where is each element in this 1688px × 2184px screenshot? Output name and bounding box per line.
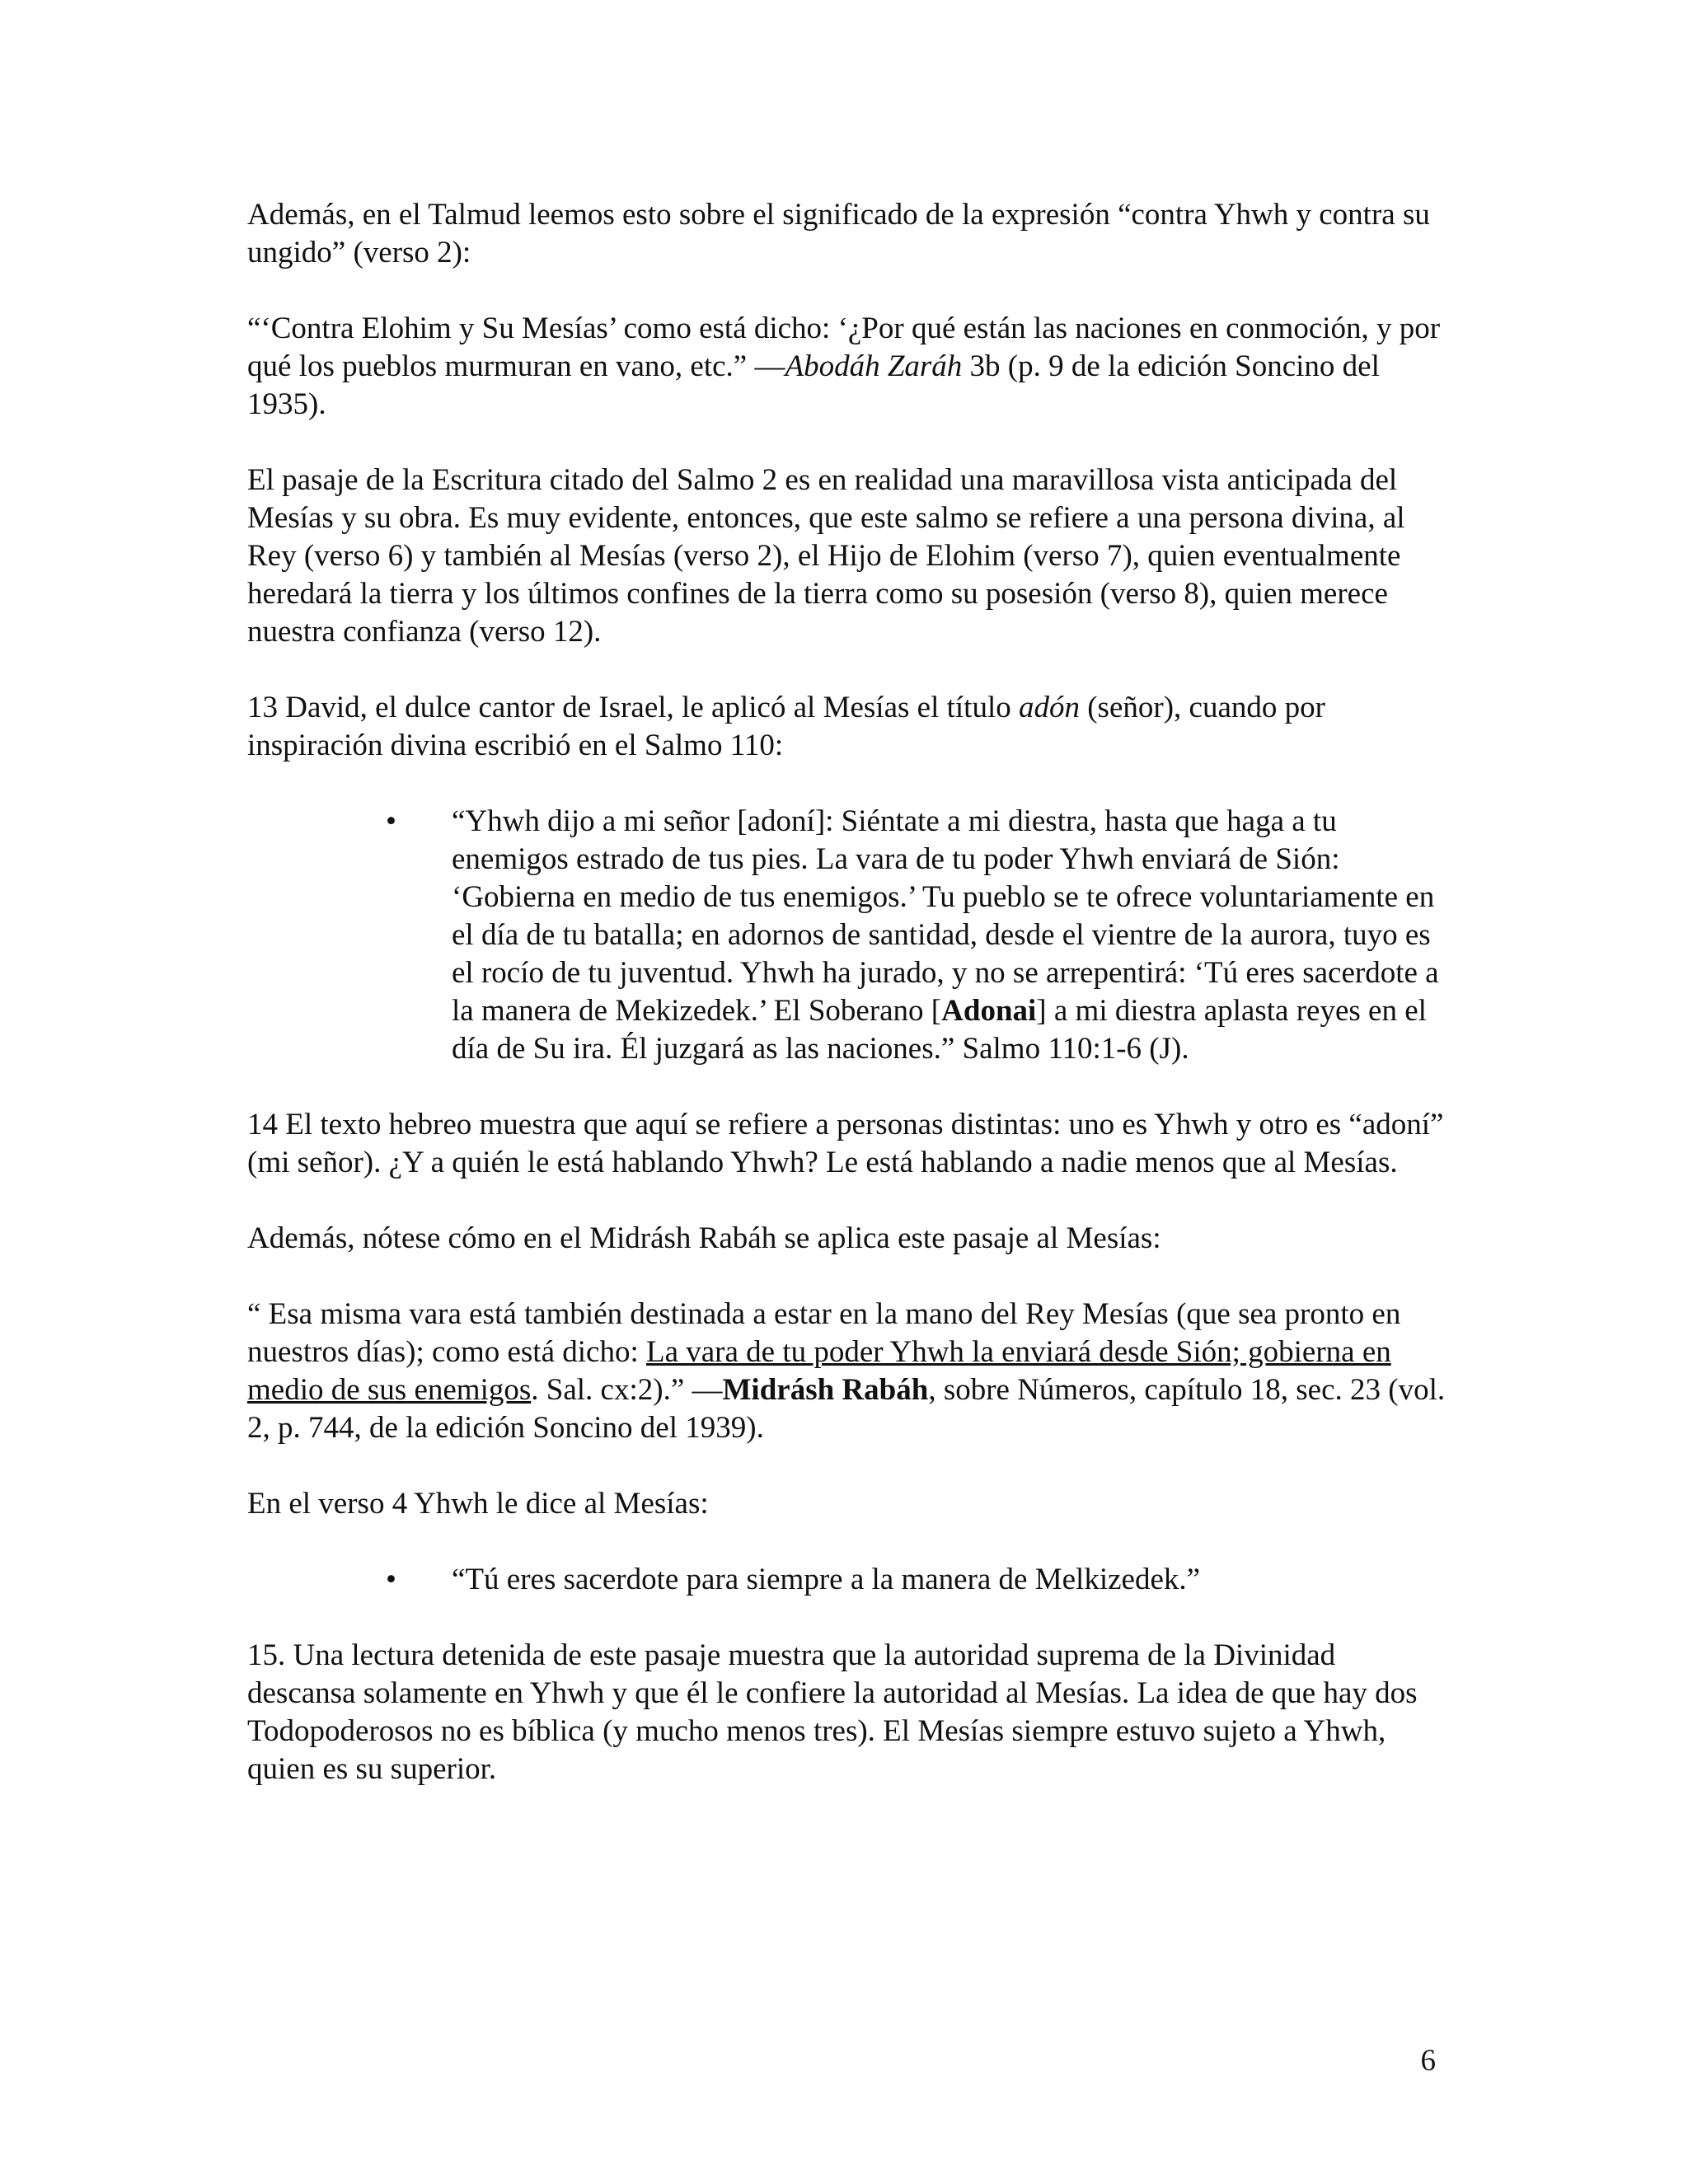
bullet-list-melkizedek: [247, 1561, 1451, 1599]
bullet-list-psalm-110: [247, 803, 1451, 1068]
list-item-psalm-110-quote: • “Yhwh dijo a mi señor [adoní]: Siéntate a mi diestra, hasta que haga a tu enemigos estrado de tus pies. La vara de tu poder Yhwh enviará de Sión: ‘Gobierna en medio de tus enemigos.’ Tu pueblo se te ofrece voluntariamente en el día de tu batalla; en adornos de santidad, desde el vientre de la aurora, tuyo es el rocío de tu juventud. Yhwh ha jurado, y no se arrepentirá: ‘Tú eres sacerdote a la manera de Mekizedek.’ El Soberano [Adonai] a mi diestra aplasta reyes en el día de Su ira. Él juzgará as las naciones.” Salmo 110:1-6 (J).: [386, 804, 1439, 1066]
paragraph-talmud-quote: “‘Contra Elohim y Su Mesías’ como está dicho: ‘¿Por qué están las naciones en conmoción, y por qué los pueblos murmuran en vano, etc.” —Abodáh Zaráh 3b (p. 9 de la edición Soncino del 1935).: [247, 312, 1441, 421]
page-body: [247, 196, 1451, 1826]
paragraph-13: 13 David, el dulce cantor de Israel, le aplicó al Mesías el título adón (señor), cuando por inspiración divina escribió en el Salmo 110:: [247, 691, 1325, 762]
paragraph-talmud-intro: Además, en el Talmud leemos esto sobre el significado de la expresión “contra Yhwh y contra su ungido” (verso 2):: [247, 198, 1430, 269]
paragraph-verse-4-intro: En el verso 4 Yhwh le dice al Mesías:: [247, 1487, 709, 1521]
paragraph-15: 15. Una lectura detenida de este pasaje muestra que la autoridad suprema de la Divinidad descansa solamente en Yhwh y que él le confiere la autoridad al Mesías. La idea de que hay dos Todopoderosos no es bíblica (y mucho menos tres). El Mesías siempre estuvo sujeto a Yhwh, quien es su superior.: [247, 1638, 1418, 1786]
term-adon: adón: [1018, 691, 1080, 724]
bullet-icon: •: [386, 804, 396, 838]
list-item-melkizedek-quote: • “Tú eres sacerdote para siempre a la manera de Melkizedek.”: [452, 1561, 1451, 1599]
paragraph-midrash-intro: Además, nótese cómo en el Midrásh Rabáh se aplica este pasaje al Mesías:: [247, 1221, 1161, 1255]
source-title-abodah-zarah: Abodáh Zaráh: [785, 349, 963, 383]
term-adonai: Adonai: [941, 994, 1037, 1028]
page-number: 6: [1420, 2044, 1436, 2078]
source-title-midrash-rabah: Midrásh Rabáh: [722, 1373, 929, 1407]
paragraph-14: 14 El texto hebreo muestra que aquí se refiere a personas distintas: uno es Yhwh y otro es “adoní” (mi señor). ¿Y a quién le está hablando Yhwh? Le está hablando a nadie menos que al Mesías.: [247, 1108, 1444, 1179]
underlined-scripture: La vara de tu poder Yhwh la enviará desde Sión; gobierna en medio de sus enemigos: [247, 1335, 1391, 1407]
paragraph-midrash-quote: “ Esa misma vara está también destinada a estar en la mano del Rey Mesías (que sea pronto en nuestros días); como está dicho: La vara de tu poder Yhwh la enviará desde Sión; gobierna en medio de sus enemigos. Sal. cx:2).” —Midrásh Rabáh, sobre Números, capítulo 18, sec. 23 (vol. 2, p. 744, de la edición Soncino del 1939).: [247, 1297, 1446, 1445]
bullet-icon: •: [386, 1563, 396, 1596]
paragraph-psalm-2: El pasaje de la Escritura citado del Salmo 2 es en realidad una maravillosa vista anticipada del Mesías y su obra. Es muy evidente, entonces, que este salmo se refiere a una persona divina, al Rey (verso 6) y también al Mesías (verso 2), el Hijo de Elohim (verso 7), quien eventualmente heredará la tierra y los últimos confines de la tierra como su posesión (verso 8), quien merece nuestra confianza (verso 12).: [247, 463, 1405, 649]
